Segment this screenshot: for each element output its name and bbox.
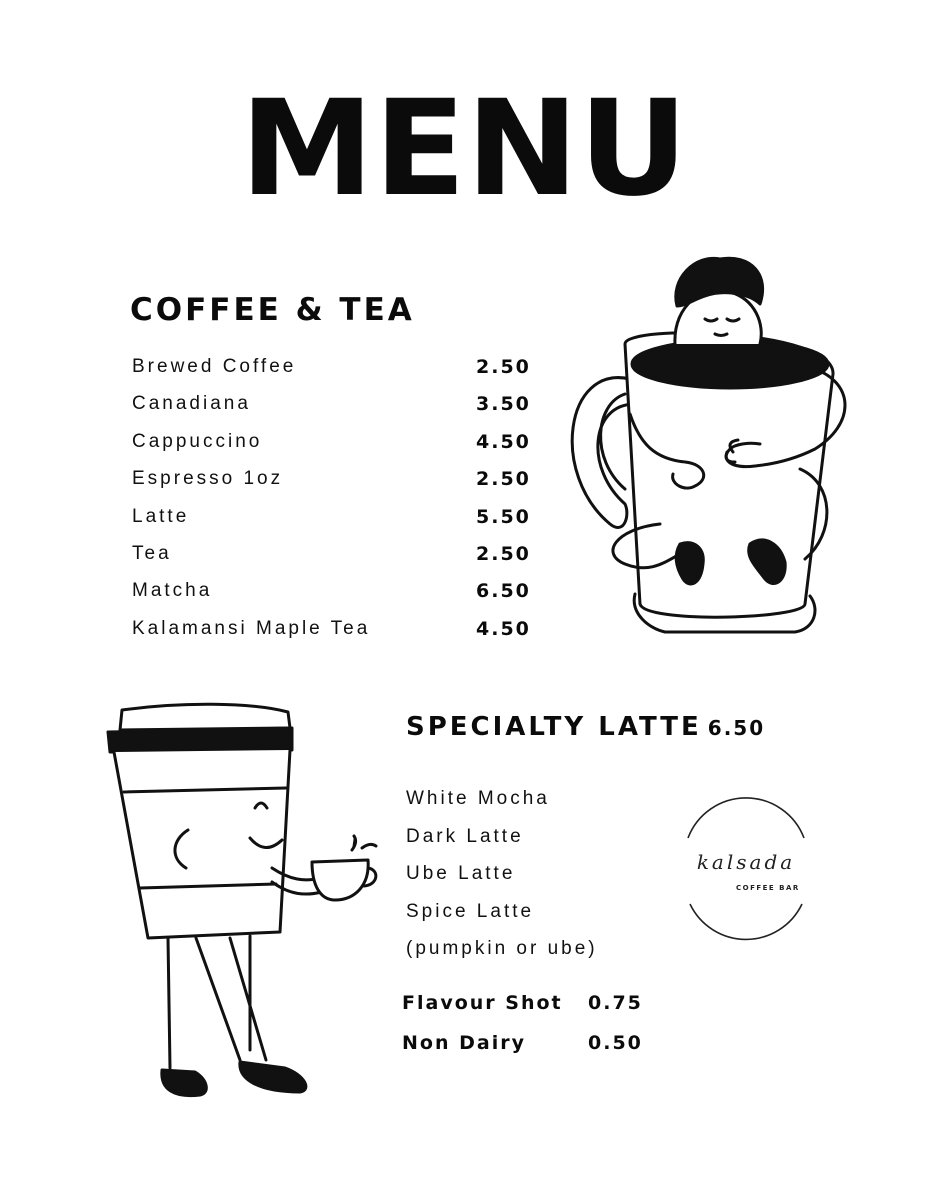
menu-item <box>132 431 532 468</box>
item-price: 2.50 <box>476 468 531 491</box>
specialty-latte-list <box>406 788 666 976</box>
person-hugging-mug-illustration <box>555 244 865 639</box>
list-item <box>406 826 666 864</box>
addon-item <box>402 1032 662 1072</box>
item-name: Canadiana <box>132 393 251 415</box>
menu-item <box>132 468 532 505</box>
addon-price: 0.75 <box>588 992 643 1014</box>
item-name: Brewed Coffee <box>132 356 297 377</box>
walking-cup-illustration <box>100 700 390 1110</box>
list-item <box>406 863 666 901</box>
item-price: 2.50 <box>476 542 531 565</box>
item-price: 4.50 <box>476 430 531 453</box>
item-price: 3.50 <box>476 393 531 416</box>
addons-list <box>402 992 662 1072</box>
menu-item <box>132 356 532 393</box>
kalsada-logo <box>676 796 816 951</box>
addon-item <box>402 992 662 1032</box>
menu-item <box>132 393 532 430</box>
coffee-tea-list <box>132 356 532 655</box>
menu-item <box>132 506 532 543</box>
specialty-latte-heading <box>406 712 765 742</box>
item-name: Spice Latte <box>406 900 535 922</box>
item-price: 6.50 <box>476 580 531 603</box>
item-name: White Mocha <box>406 788 550 809</box>
menu-item <box>132 543 532 580</box>
menu-title-text: MENU <box>240 86 688 200</box>
specialty-latte-price: 6.50 <box>707 716 766 740</box>
item-name: (pumpkin or ube) <box>406 938 598 959</box>
addon-name: Non Dairy <box>402 1032 526 1054</box>
menu-item <box>132 580 532 617</box>
item-name: Cappuccino <box>132 430 263 452</box>
logo-script: kalsada <box>696 850 796 874</box>
item-name: Espresso 1oz <box>132 468 284 490</box>
specialty-latte-title: SPECIALTY LATTE <box>406 712 702 742</box>
item-name: Latte <box>132 505 190 527</box>
logo-subtitle: COFFEE BAR <box>736 884 800 892</box>
coffee-tea-heading: COFFEE & TEA <box>130 292 415 328</box>
item-name: Dark Latte <box>406 825 524 847</box>
item-name: Ube Latte <box>406 863 516 884</box>
item-name: Matcha <box>132 580 213 602</box>
item-price: 2.50 <box>476 356 531 378</box>
addon-name: Flavour Shot <box>402 992 563 1014</box>
menu-item <box>132 618 532 655</box>
item-name: Tea <box>132 542 172 564</box>
menu-title <box>238 86 690 200</box>
list-item <box>406 901 666 939</box>
item-price: 4.50 <box>476 617 531 640</box>
list-item <box>406 788 666 826</box>
list-item <box>406 938 666 976</box>
item-price: 5.50 <box>476 505 531 528</box>
item-name: Kalamansi Maple Tea <box>132 617 371 639</box>
addon-price: 0.50 <box>588 1032 643 1054</box>
